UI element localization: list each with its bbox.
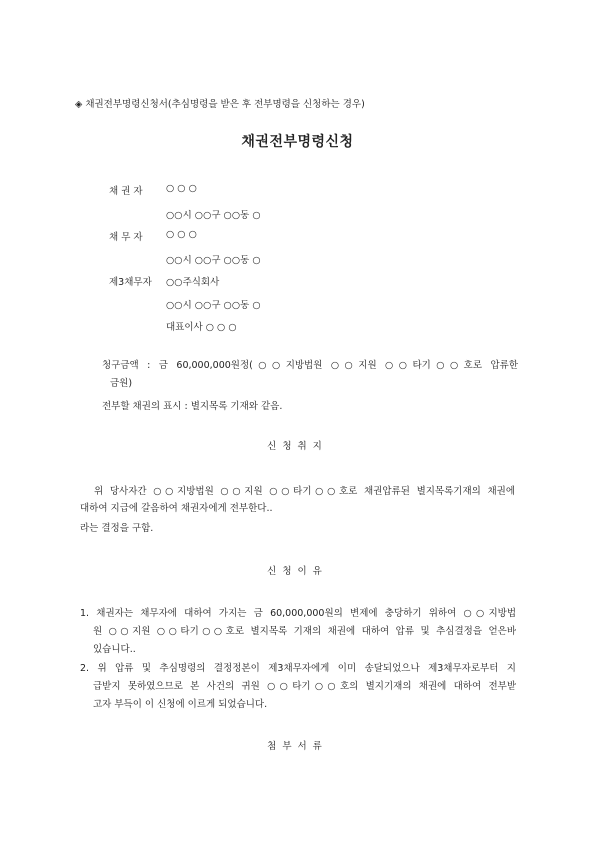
third-debtor-representative: 대표이사 ○ ○ ○ [166,322,237,333]
reason-1-line1: 1. 채권자는 채무자에 대하여 가지는 금 60,000,000원의 변제에 충당하기 위하여 ○○지방법 [80,608,516,619]
third-debtor-name: ○○주식회사 [166,277,220,288]
debtor-label: 채 무 자 [109,232,143,243]
reason-2-line3: 고자 부득이 이 신청에 이르게 되었습니다. [93,699,268,710]
purpose-line1: 위 당사자간 ○○지방법원 ○○지원 ○○타기○○호로 채권압류된 별지목록기재의 채권에 [94,486,515,497]
creditor-name: ○ ○ ○ [166,183,197,194]
claim-display: 전부할 채권의 표시 : 별지목록 기재와 같음. [102,401,283,412]
claim-amount-line1: 청구금액 : 금 60,000,000원정(○○지방법원 ○○지원 ○○타기○○호로 압류한 [102,360,518,371]
debtor-name: ○ ○ ○ [166,229,197,240]
document-header: ◈ 채권전부명령신청서(추심명령을 받은 후 전부명령을 신청하는 경우) [75,99,365,110]
purpose-line3: 라는 결정을 구함. [80,523,154,534]
creditor-address: ○○시 ○○구 ○○동 ○ [166,210,261,221]
claim-amount-line2: 금원) [110,378,133,389]
third-debtor-address: ○○시 ○○구 ○○동 ○ [166,300,261,311]
purpose-heading: 신청취지 [267,441,328,452]
reason-2-line2: 급받지 못하였으므로 본 사건의 귀원 ○○타기○○호의 별지기재의 채권에 대하여 전부받 [93,681,516,692]
attachments-heading: 첨부서류 [267,741,328,752]
purpose-line2: 대하여 지급에 갈음하여 채권자에게 전부한다.. [80,503,273,514]
debtor-address: ○○시 ○○구 ○○동 ○ [166,255,261,266]
third-debtor-label: 제3채무자 [109,277,152,288]
creditor-label: 채 권 자 [109,186,143,197]
reason-1-line3: 있습니다.. [93,644,136,655]
document-title: 채권전부명령신청 [241,134,354,150]
reasons-heading: 신청이유 [267,566,328,577]
reason-2-line1: 2. 위 압류 및 추심명령의 결정정본이 제3채무자에게 이미 송달되었으나 제3채무자로부터 지 [80,663,516,674]
reason-1-line2: 원 ○○지원 ○○타기○○호로 별지목록 기재의 채권에 대하여 압류 및 추심결정을 얻은바 [93,626,516,637]
